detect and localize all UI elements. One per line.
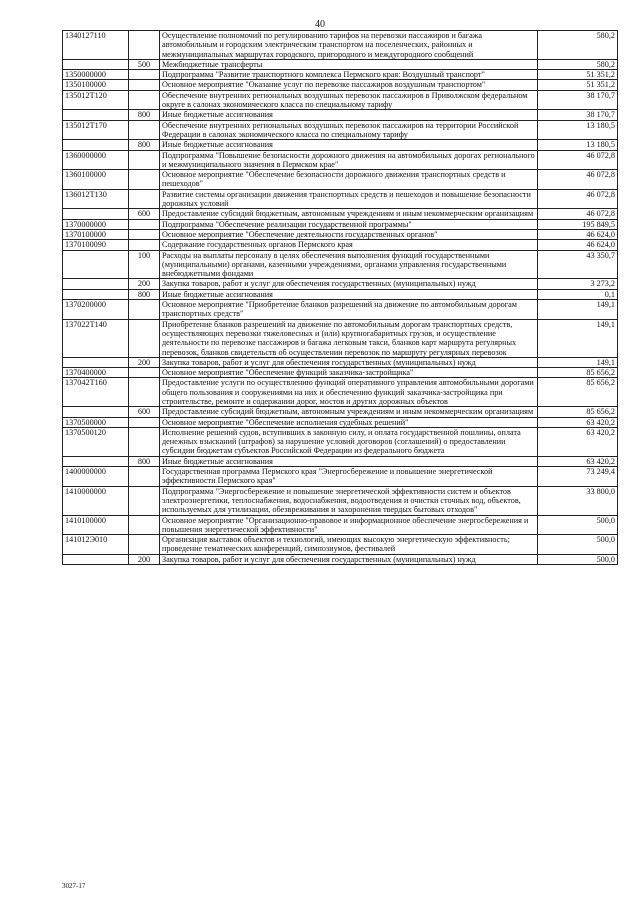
row-name-cell: Закупка товаров, работ и услуг для обеспечения государственных (муниципальных) нужд [160, 357, 538, 367]
table-row [63, 31, 618, 60]
row-code-cell: 1370100090 [63, 240, 129, 250]
row-sum-cell: 43 350,7 [538, 250, 618, 279]
row-expense-type-cell: 200 [129, 279, 160, 289]
row-sum-cell: 500,0 [538, 554, 618, 564]
row-expense-type-cell: 800 [129, 289, 160, 299]
row-code-cell [63, 140, 129, 150]
row-expense-type-cell [129, 535, 160, 555]
table-row [63, 467, 618, 487]
row-code-cell [63, 407, 129, 417]
budget-table-body [63, 31, 618, 565]
row-name-cell: Основное мероприятие "Приобретение бланков разрешений на движение по автомобильным дорогам транспортных средств" [160, 300, 538, 320]
row-sum-cell: 149,1 [538, 319, 618, 357]
row-expense-type-cell: 500 [129, 59, 160, 69]
row-name-cell: Иные бюджетные ассигнования [160, 140, 538, 150]
row-sum-cell: 46 072,8 [538, 209, 618, 219]
row-name-cell: Иные бюджетные ассигнования [160, 110, 538, 120]
row-sum-cell: 85 656,2 [538, 378, 618, 407]
row-name-cell: Иные бюджетные ассигнования [160, 456, 538, 466]
row-code-cell: 1370000000 [63, 219, 129, 229]
table-row [63, 229, 618, 239]
row-sum-cell: 0,1 [538, 289, 618, 299]
row-code-cell: 1370500000 [63, 417, 129, 427]
table-row [63, 209, 618, 219]
row-sum-cell: 33 800,0 [538, 486, 618, 515]
row-sum-cell: 46 072,8 [538, 170, 618, 190]
row-sum-cell: 73 249,4 [538, 467, 618, 487]
row-name-cell: Закупка товаров, работ и услуг для обеспечения государственных (муниципальных) нужд [160, 279, 538, 289]
row-name-cell: Организация выставок объектов и технологий, имеющих высокую энергетическую эффективность; проведение тематических конференций, симпозиумов, фестивалей [160, 535, 538, 555]
row-expense-type-cell [129, 170, 160, 190]
row-name-cell: Предоставление субсидий бюджетным, автономным учреждениям и иным некоммерческим организациям [160, 209, 538, 219]
row-name-cell: Основное мероприятие "Обеспечение исполнения судебных решений" [160, 417, 538, 427]
row-name-cell: Иные бюджетные ассигнования [160, 289, 538, 299]
table-row [63, 300, 618, 320]
row-name-cell: Развитие системы организации движения транспортных средств и пешеходов и повышение безопасности дорожных условий [160, 189, 538, 209]
row-code-cell [63, 456, 129, 466]
row-name-cell: Расходы на выплаты персоналу в целях обеспечения выполнения функций государственными (муниципальными) органами, казенными учреждениями, органами управления государственными внебюджетными фондами [160, 250, 538, 279]
row-expense-type-cell [129, 120, 160, 140]
table-row [63, 378, 618, 407]
row-expense-type-cell: 600 [129, 407, 160, 417]
row-code-cell [63, 289, 129, 299]
footer-code: 3027-17 [62, 882, 86, 890]
row-code-cell [63, 209, 129, 219]
row-expense-type-cell [129, 368, 160, 378]
row-expense-type-cell [129, 240, 160, 250]
row-sum-cell: 63 420,2 [538, 456, 618, 466]
row-sum-cell: 46 624,0 [538, 240, 618, 250]
row-name-cell: Основное мероприятие "Обеспечение безопасности дорожного движения транспортных средств и пешеходов" [160, 170, 538, 190]
row-name-cell: Обеспечение внутренних региональных воздушных перевозок пассажиров в Приволжском федеральном округе в салонах экономического класса по специальному тарифу [160, 90, 538, 110]
row-code-cell: 1410000000 [63, 486, 129, 515]
row-code-cell: 1370200000 [63, 300, 129, 320]
row-sum-cell: 46 072,8 [538, 150, 618, 170]
row-code-cell [63, 279, 129, 289]
row-sum-cell: 500,0 [538, 535, 618, 555]
row-sum-cell: 3 273,2 [538, 279, 618, 289]
row-code-cell [63, 110, 129, 120]
row-expense-type-cell [129, 219, 160, 229]
row-sum-cell: 63 420,2 [538, 427, 618, 456]
row-sum-cell: 85 656,2 [538, 407, 618, 417]
row-code-cell: 1360100000 [63, 170, 129, 190]
budget-table [62, 30, 618, 565]
row-sum-cell: 13 180,5 [538, 140, 618, 150]
row-expense-type-cell [129, 486, 160, 515]
row-code-cell: 135012Т120 [63, 90, 129, 110]
row-name-cell: Подпрограмма "Обеспечение реализации государственной программы" [160, 219, 538, 229]
row-expense-type-cell [129, 319, 160, 357]
row-name-cell: Осуществление полномочий по регулированию тарифов на перевозки пассажиров и багажа автомобильным и городским электрическим транспортом на поселенческих, районных и межмуниципальных маршрутах городского, пригородного и междугородного сообщений [160, 31, 538, 60]
row-sum-cell: 195 849,5 [538, 219, 618, 229]
table-row [63, 289, 618, 299]
row-expense-type-cell [129, 31, 160, 60]
table-row [63, 219, 618, 229]
row-sum-cell: 51 351,2 [538, 80, 618, 90]
row-code-cell [63, 554, 129, 564]
row-sum-cell: 46 624,0 [538, 229, 618, 239]
row-sum-cell: 46 072,8 [538, 189, 618, 209]
row-expense-type-cell [129, 427, 160, 456]
row-code-cell [63, 357, 129, 367]
table-row [63, 357, 618, 367]
row-code-cell: 137022Т140 [63, 319, 129, 357]
row-name-cell: Государственная программа Пермского края "Энергосбережение и повышение энергетической эффективности Пермского края" [160, 467, 538, 487]
row-expense-type-cell [129, 229, 160, 239]
row-expense-type-cell [129, 300, 160, 320]
row-name-cell: Подпрограмма "Развитие транспортного комплекса Пермского края: Воздушный транспорт" [160, 70, 538, 80]
row-code-cell: 1410100000 [63, 515, 129, 535]
table-row [63, 407, 618, 417]
table-row [63, 515, 618, 535]
row-name-cell: Обеспечение внутренних региональных воздушных перевозок пассажиров на территории Российской Федерации в салонах экономического класса по специальному тарифу [160, 120, 538, 140]
row-code-cell: 137042Т160 [63, 378, 129, 407]
row-code-cell: 1360000000 [63, 150, 129, 170]
row-name-cell: Основное мероприятие "Организационно-правовое и информационное обеспечение энергосбережения и повышения энергетической эффективности" [160, 515, 538, 535]
row-name-cell: Основное мероприятие "Обеспечение функций заказчика-застройщика" [160, 368, 538, 378]
row-expense-type-cell [129, 90, 160, 110]
table-row [63, 250, 618, 279]
row-name-cell: Закупка товаров, работ и услуг для обеспечения государственных (муниципальных) нужд [160, 554, 538, 564]
row-sum-cell: 51 351,2 [538, 70, 618, 80]
table-row [63, 319, 618, 357]
row-sum-cell: 149,1 [538, 357, 618, 367]
row-expense-type-cell [129, 189, 160, 209]
row-code-cell: 141012Э010 [63, 535, 129, 555]
row-sum-cell: 13 180,5 [538, 120, 618, 140]
table-row [63, 59, 618, 69]
row-sum-cell: 149,1 [538, 300, 618, 320]
table-row [63, 368, 618, 378]
table-row [63, 279, 618, 289]
row-code-cell: 1400000000 [63, 467, 129, 487]
table-row [63, 150, 618, 170]
row-expense-type-cell: 800 [129, 456, 160, 466]
row-sum-cell: 580,2 [538, 59, 618, 69]
row-name-cell: Основное мероприятие "Обеспечение деятельности государственных органов" [160, 229, 538, 239]
row-expense-type-cell: 200 [129, 357, 160, 367]
table-row [63, 170, 618, 190]
table-row [63, 535, 618, 555]
table-row [63, 120, 618, 140]
row-code-cell: 136012Т130 [63, 189, 129, 209]
row-name-cell: Содержание государственных органов Пермского края [160, 240, 538, 250]
page-number: 40 [315, 19, 325, 30]
row-name-cell: Предоставление услуги по осуществлению функций оперативного управления автомобильными дорогами общего пользования и сооружениями на них и обеспечению функций заказчика-застройщика при строительстве, ремонте и содержании дорог, мостов и других дорожных объектов [160, 378, 538, 407]
row-sum-cell: 63 420,2 [538, 417, 618, 427]
row-sum-cell: 500,0 [538, 515, 618, 535]
row-name-cell: Подпрограмма "Повышение безопасности дорожного движения на автомобильных дорогах регионального и межмуниципального значения в Пермском крае" [160, 150, 538, 170]
row-code-cell: 1350100000 [63, 80, 129, 90]
table-row [63, 240, 618, 250]
table-row [63, 70, 618, 80]
row-expense-type-cell: 800 [129, 140, 160, 150]
table-row [63, 417, 618, 427]
row-code-cell: 1350000000 [63, 70, 129, 80]
row-code-cell: 1370100000 [63, 229, 129, 239]
row-code-cell: 1370500120 [63, 427, 129, 456]
row-code-cell: 1370400000 [63, 368, 129, 378]
table-row [63, 80, 618, 90]
row-name-cell: Подпрограмма "Энергосбережение и повышение энергетической эффективности систем и объектов электроэнергетики, теплоснабжения, водоснабжения, водоотведения и очистки сточных вод, объектов, используемых для утилизации, обезвреживания и захоронения твердых бытовых отходов" [160, 486, 538, 515]
row-sum-cell: 85 656,2 [538, 368, 618, 378]
row-sum-cell: 38 170,7 [538, 110, 618, 120]
row-expense-type-cell [129, 378, 160, 407]
row-expense-type-cell: 100 [129, 250, 160, 279]
row-expense-type-cell [129, 467, 160, 487]
row-sum-cell: 38 170,7 [538, 90, 618, 110]
row-expense-type-cell: 600 [129, 209, 160, 219]
row-code-cell: 135012Т170 [63, 120, 129, 140]
table-row [63, 486, 618, 515]
row-expense-type-cell: 200 [129, 554, 160, 564]
table-row [63, 554, 618, 564]
row-code-cell [63, 59, 129, 69]
table-row [63, 427, 618, 456]
row-expense-type-cell [129, 70, 160, 80]
row-code-cell [63, 250, 129, 279]
row-name-cell: Приобретение бланков разрешений на движение по автомобильным дорогам транспортных средств, осуществляющих перевозки тяжеловесных и (или) крупногабаритных грузов, и осуществление деятельности по перевозке пассажиров и багажа легковым такси, бланков карт маршрута регулярных перевозок, бланков свидетельств об осуществлении перевозок по маршруту регулярных перевозок [160, 319, 538, 357]
table-row [63, 110, 618, 120]
row-name-cell: Основное мероприятие "Оказание услуг по перевозке пассажиров воздушным транспортом" [160, 80, 538, 90]
row-name-cell: Исполнение решений судов, вступивших в законную силу, и оплата государственной пошлины, оплата денежных взысканий (штрафов) за нарушение условий договоров (соглашений) о предоставлении субсидии бюджетам субъектов Российской Федерации из федерального бюджета [160, 427, 538, 456]
row-name-cell: Предоставление субсидий бюджетным, автономным учреждениям и иным некоммерческим организациям [160, 407, 538, 417]
table-row [63, 140, 618, 150]
table-row [63, 456, 618, 466]
row-expense-type-cell: 800 [129, 110, 160, 120]
table-row [63, 189, 618, 209]
row-expense-type-cell [129, 417, 160, 427]
row-expense-type-cell [129, 515, 160, 535]
row-sum-cell: 580,2 [538, 31, 618, 60]
row-expense-type-cell [129, 80, 160, 90]
row-name-cell: Межбюджетные трансферты [160, 59, 538, 69]
table-row [63, 90, 618, 110]
row-expense-type-cell [129, 150, 160, 170]
row-code-cell: 1340127110 [63, 31, 129, 60]
